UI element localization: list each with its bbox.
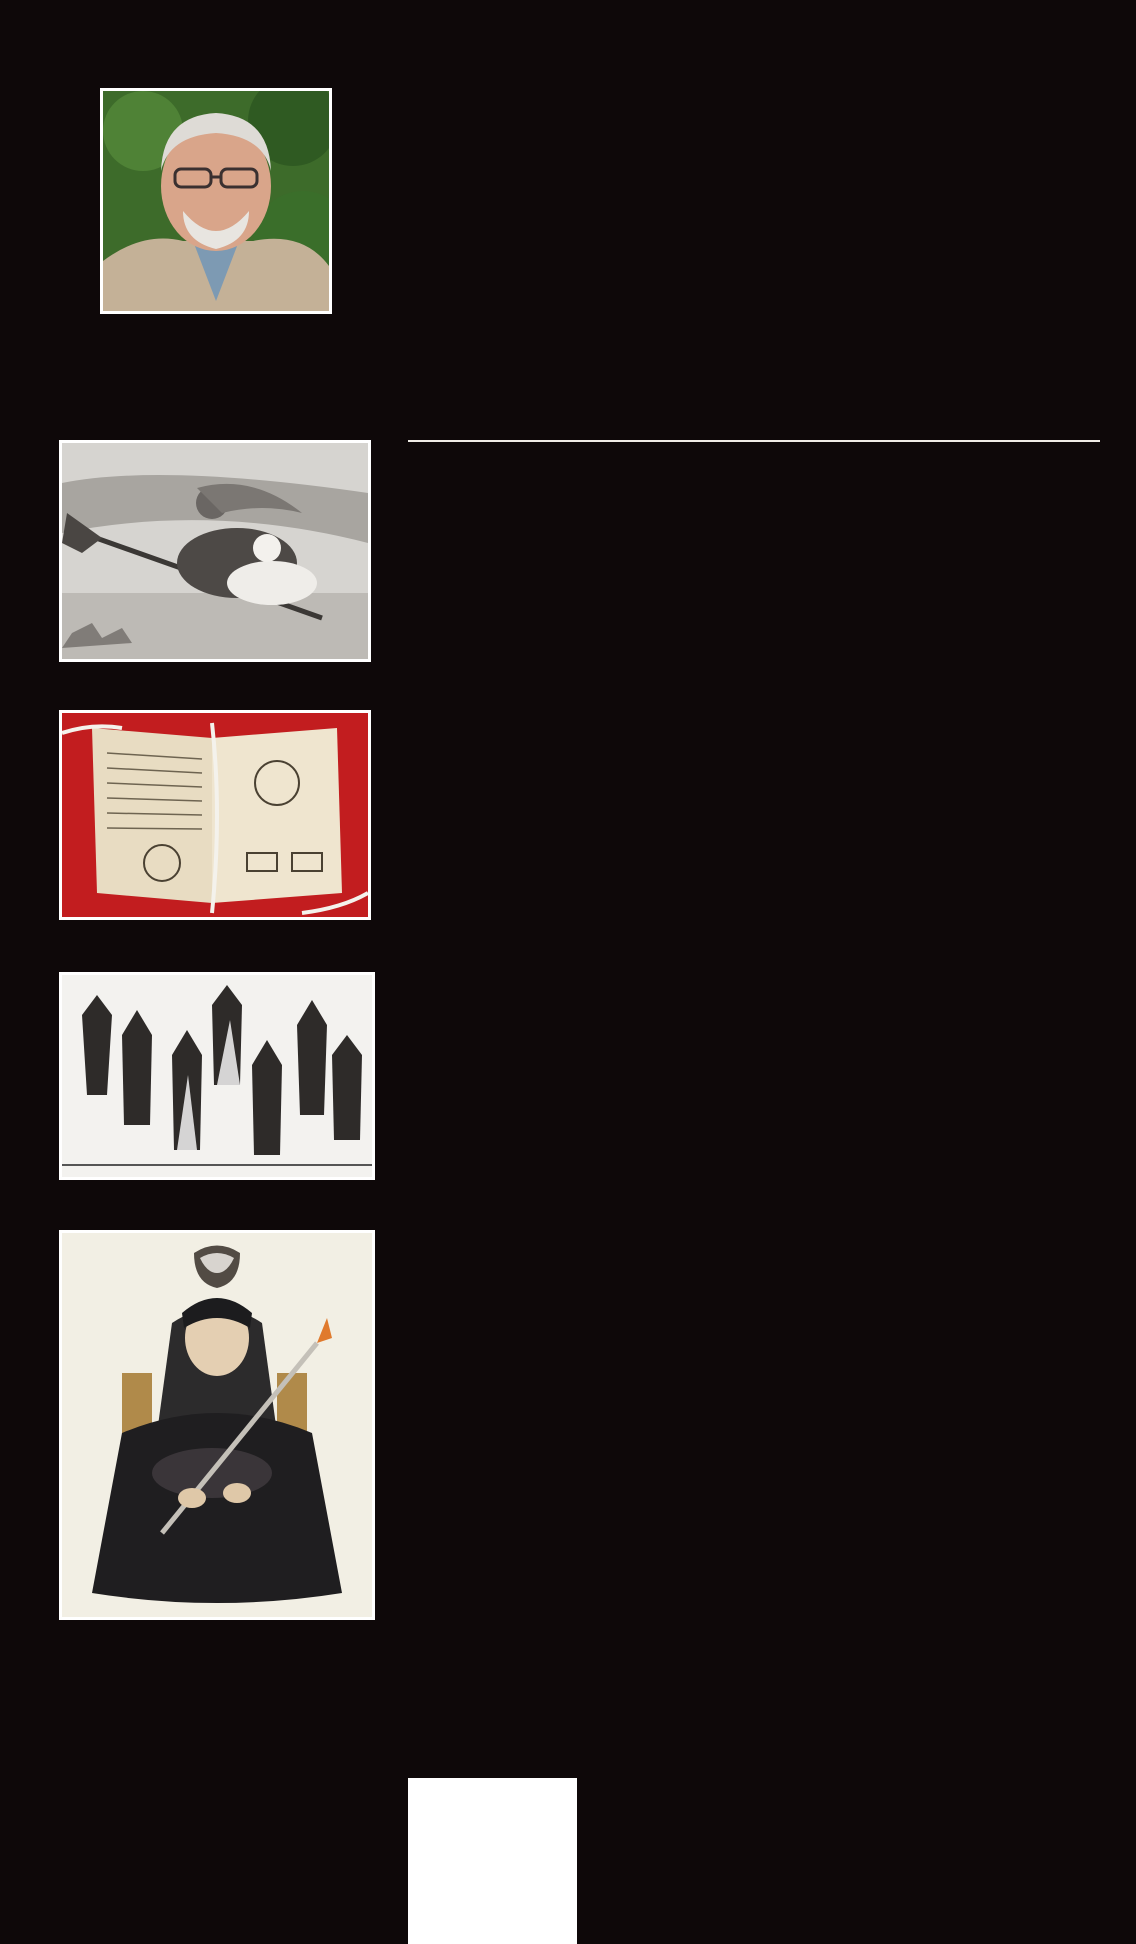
chapter-item: [410, 1279, 1100, 1326]
seated-witch-painting: [59, 1230, 375, 1620]
chapter-item: [410, 1326, 1100, 1373]
qr-code: [408, 1778, 577, 1944]
chapter-item: [410, 1047, 1100, 1094]
chapter-list: [410, 1000, 1100, 1372]
chapter-item: [410, 1233, 1100, 1280]
witches-sabbath-engraving: [59, 972, 375, 1180]
witch-flying-illustration: [59, 440, 371, 662]
chapter-item: [410, 1186, 1100, 1233]
old-book-photo: [59, 710, 371, 920]
chapter-item: [410, 1140, 1100, 1187]
chapter-item: [410, 1093, 1100, 1140]
section-divider: [408, 440, 1100, 442]
chapter-item: [410, 1000, 1100, 1047]
author-portrait: [100, 88, 332, 314]
